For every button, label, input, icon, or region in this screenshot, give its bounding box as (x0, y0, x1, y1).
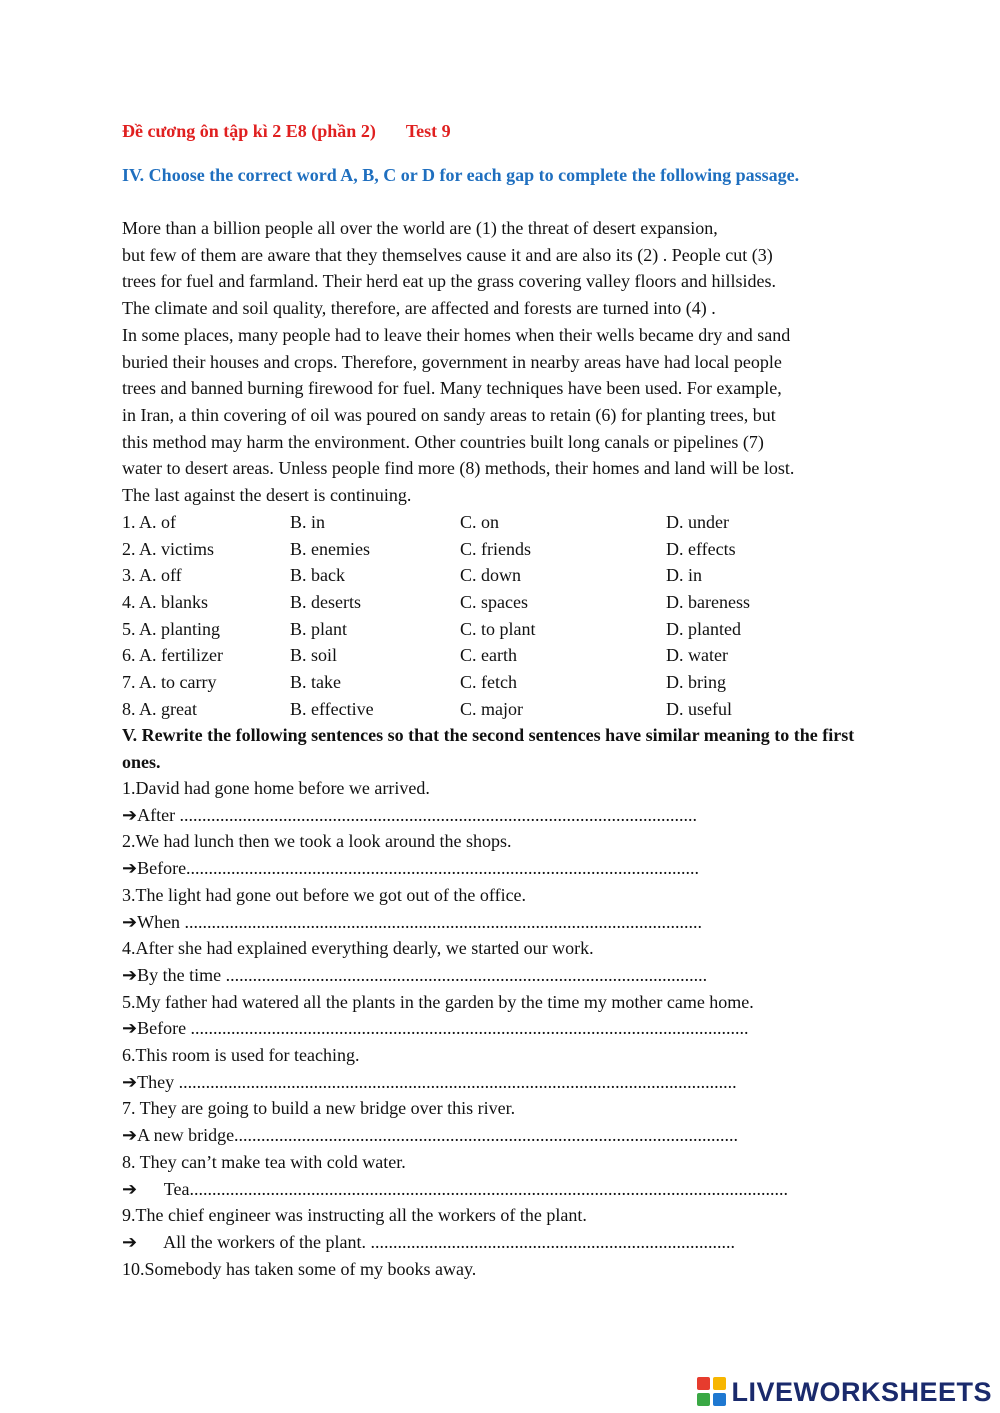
rewrite-sentence: 5.My father had watered all the plants in the garden by the time my mother came home. (122, 991, 754, 1012)
option-row (122, 616, 842, 643)
rewrite-sentence: 4.After she had explained everything dearly, we started our work. (122, 938, 594, 959)
logo-square (697, 1393, 710, 1406)
option-c[interactable]: C. down (460, 565, 522, 586)
logo-text: LIVEWORKSHEETS (731, 1376, 992, 1407)
passage-line: More than a billion people all over the world are (1) the threat of desert expansion, (122, 218, 718, 238)
rewrite-answer-line[interactable]: ➔A new bridge................................................................................................................ (122, 1125, 739, 1146)
title-right: Test 9 (405, 121, 451, 141)
rewrite-answer-line[interactable]: ➔By the time ........................................................................................................... (122, 964, 708, 985)
option-b[interactable]: B. in (290, 512, 326, 532)
passage-line: trees and banned burning firewood for fuel. Many techniques have been used. For example, (122, 378, 782, 399)
rewrite-answer-line[interactable]: ➔Before.................................................................................................................. (122, 858, 700, 879)
passage-line: in Iran, a thin covering of oil was poured on sandy areas to retain (6) for planting trees, but (122, 404, 776, 425)
option-b[interactable]: B. deserts (290, 592, 361, 613)
option-d[interactable]: D. effects (666, 538, 736, 559)
option-row (122, 536, 842, 563)
section-5-heading: V. Rewrite the following sentences so that the second sentences have similar meaning to the first ones. (122, 725, 855, 772)
option-c[interactable]: C. on (460, 512, 500, 532)
passage-line: water to desert areas. Unless people find more (8) methods, their homes and land will be lost. (122, 458, 795, 479)
rewrite-exercises (122, 775, 882, 1282)
reading-passage (122, 215, 902, 509)
rewrite-answer-line[interactable]: ➔ All the workers of the plant. ................................................................................. (122, 1231, 736, 1252)
logo-square (713, 1377, 726, 1390)
option-b[interactable]: B. plant (290, 618, 347, 639)
section-4-heading: IV. Choose the correct word A, B, C or D for each gap to complete the following passage. (122, 165, 800, 185)
passage-line: buried their houses and crops. Therefore, government in nearby areas have had local people (122, 351, 782, 372)
passage-line: this method may harm the environment. Other countries built long canals or pipelines (7) (122, 431, 764, 452)
option-b[interactable]: B. enemies (290, 538, 370, 559)
option-c[interactable]: C. earth (460, 645, 517, 666)
answer-options (122, 509, 842, 723)
option-row (122, 562, 842, 589)
passage-line: trees for fuel and farmland. Their herd eat up the grass covering valley floors and hillsides. (122, 271, 776, 292)
logo-square (697, 1377, 710, 1390)
rewrite-sentence: 10.Somebody has taken some of my books away. (122, 1258, 477, 1279)
option-row (122, 696, 842, 723)
option-a[interactable]: 2. A. victims (122, 538, 215, 559)
option-a[interactable]: 1. A. of (122, 512, 176, 532)
option-a[interactable]: 5. A. planting (122, 618, 220, 639)
passage-line: The climate and soil quality, therefore, are affected and forests are turned into (4) . (122, 298, 716, 319)
rewrite-answer-line[interactable]: ➔Before ............................................................................................................................ (122, 1018, 749, 1039)
option-c[interactable]: C. to plant (460, 618, 536, 639)
option-c[interactable]: C. spaces (460, 592, 528, 613)
rewrite-sentence: 9.The chief engineer was instructing all the workers of the plant. (122, 1205, 587, 1226)
passage-line: In some places, many people had to leave their homes when their wells became dry and sand (122, 324, 791, 345)
option-d[interactable]: D. under (666, 512, 729, 532)
rewrite-sentence: 6.This room is used for teaching. (122, 1045, 360, 1066)
option-c[interactable]: C. friends (460, 538, 531, 559)
option-b[interactable]: B. effective (290, 698, 374, 719)
passage-line: The last against the desert is continuing. (122, 485, 412, 506)
rewrite-answer-line[interactable]: ➔They ............................................................................................................................ (122, 1071, 737, 1092)
option-d[interactable]: D. bareness (666, 592, 750, 613)
worksheet-title (122, 121, 451, 142)
logo-square (713, 1393, 726, 1406)
option-b[interactable]: B. soil (290, 645, 338, 666)
option-b[interactable]: B. take (290, 672, 341, 693)
title-left: Đề cương ôn tập kì 2 E8 (phần 2) (122, 121, 376, 141)
rewrite-answer-line[interactable]: ➔After ................................................................................................................... (122, 804, 698, 825)
option-a[interactable]: 8. A. great (122, 698, 197, 719)
option-d[interactable]: D. useful (666, 698, 732, 719)
option-d[interactable]: D. water (666, 645, 728, 666)
logo-mark-icon (697, 1377, 727, 1407)
option-b[interactable]: B. back (290, 565, 345, 586)
rewrite-answer-line[interactable]: ➔When ................................................................................................................... (122, 911, 703, 932)
option-d[interactable]: D. planted (666, 618, 741, 639)
option-row (122, 509, 842, 536)
option-a[interactable]: 7. A. to carry (122, 672, 217, 693)
rewrite-sentence: 1.David had gone home before we arrived. (122, 778, 430, 798)
option-row (122, 589, 842, 616)
liveworksheets-logo (697, 1375, 992, 1409)
option-d[interactable]: D. in (666, 565, 702, 586)
rewrite-sentence: 8. They can’t make tea with cold water. (122, 1151, 406, 1172)
option-a[interactable]: 3. A. off (122, 565, 182, 586)
option-row (122, 669, 842, 696)
rewrite-sentence: 2.We had lunch then we took a look around the shops. (122, 831, 512, 852)
rewrite-sentence: 7. They are going to build a new bridge over this river. (122, 1098, 516, 1119)
option-c[interactable]: C. fetch (460, 672, 517, 693)
rewrite-answer-line[interactable]: ➔ Tea..................................................................................................................................... (122, 1178, 788, 1199)
passage-line: but few of them are aware that they themselves cause it and are also its (2) . People cut (3) (122, 244, 773, 265)
option-d[interactable]: D. bring (666, 672, 726, 693)
rewrite-sentence: 3.The light had gone out before we got out of the office. (122, 884, 527, 905)
option-a[interactable]: 6. A. fertilizer (122, 645, 223, 666)
option-row (122, 642, 842, 669)
option-a[interactable]: 4. A. blanks (122, 592, 209, 613)
option-c[interactable]: C. major (460, 698, 523, 719)
